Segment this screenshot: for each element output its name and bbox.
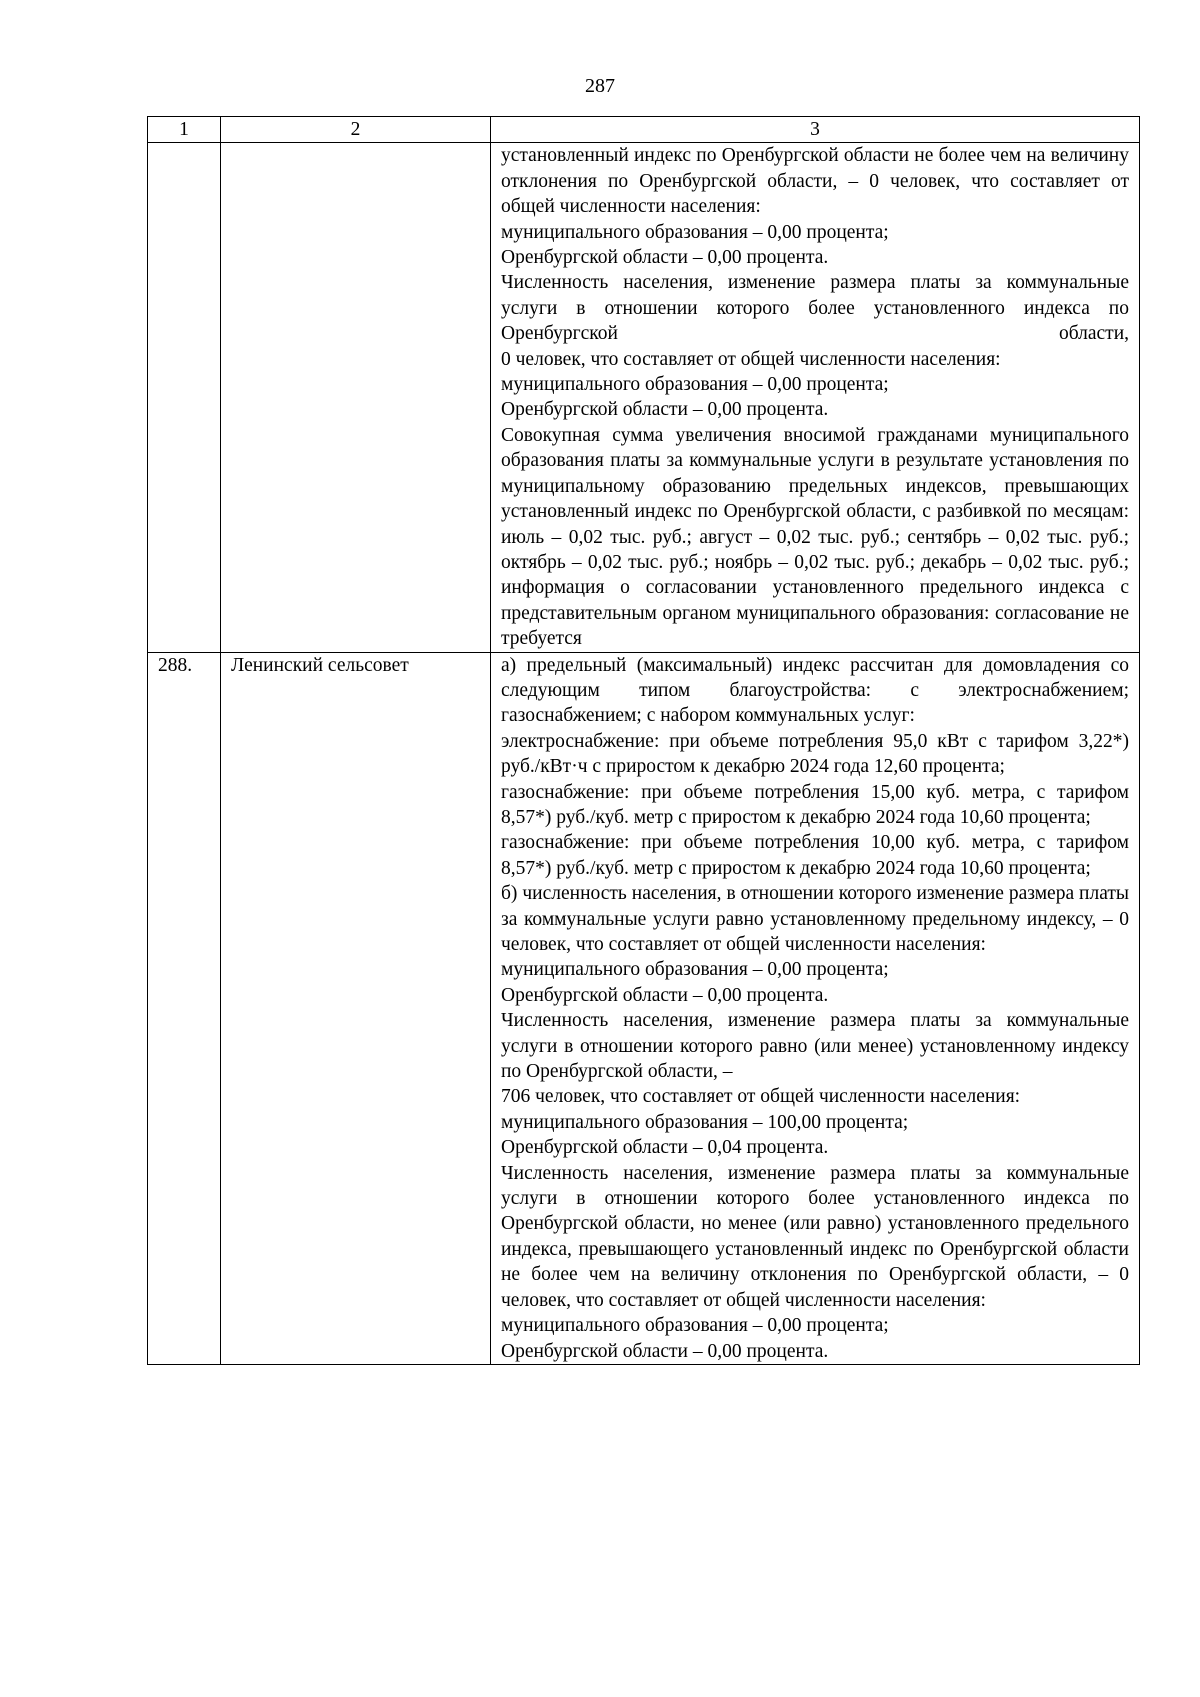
- paragraph: Оренбургской области – 0,00 процента.: [501, 1340, 829, 1362]
- paragraph: информация о согласовании установленного предельного индекса с представительным органом муниципального образования: согласование не требуется: [501, 577, 1129, 650]
- paragraph: Численность населения, изменение размера платы за коммунальные услуги в отношении которого равно (или менее) установленному индексу по Оренбургской области, –: [501, 1010, 1129, 1083]
- document-table: [147, 116, 1140, 1365]
- paragraph: 0 человек, что составляет от общей численности населения:: [501, 348, 1001, 370]
- table-row: [148, 652, 1140, 1364]
- paragraph: Численность населения, изменение размера платы за коммунальные услуги в отношении которого более установленного индекса по Оренбургской области,: [501, 272, 1129, 345]
- table-header-row: [148, 117, 1140, 143]
- municipality-name-cell: Ленинский сельсовет: [221, 652, 491, 1364]
- paragraph: 706 человек, что составляет от общей численности населения:: [501, 1086, 1021, 1108]
- paragraph: муниципального образования – 0,00 процента;: [501, 959, 889, 981]
- paragraph: муниципального образования – 0,00 процента;: [501, 374, 889, 396]
- paragraph: газоснабжение: при объеме потребления 10,00 куб. метра, с тарифом 8,57*) руб./куб. метр с приростом к декабрю 2024 года 10,60 процента;: [501, 832, 1129, 879]
- paragraph: Численность населения, изменение размера платы за коммунальные услуги в отношении которого более установленного индекса по Оренбургской области, но менее (или равно) установленного предельного индекса, превышающего установленный индекс по Оренбургской области не более чем на величину отклонения по Оренбургской области, – 0 человек, что составляет от общей численности населения:: [501, 1162, 1129, 1311]
- municipality-name-cell: [221, 143, 491, 652]
- paragraph: Оренбургской области – 0,04 процента.: [501, 1137, 829, 1159]
- column-header-2: 2: [221, 117, 491, 143]
- paragraph: муниципального образования – 0,00 процента;: [501, 1315, 889, 1337]
- paragraph: электроснабжение: при объеме потребления 95,0 кВт с тарифом 3,22*) руб./кВт·ч с приростом к декабрю 2024 года 12,60 процента;: [501, 730, 1129, 778]
- row-number-cell: 288.: [148, 652, 221, 1364]
- paragraph: установленный индекс по Оренбургской области не более чем на величину отклонения по Оренбургской области, – 0 человек, что составляет от общей численности населения:: [501, 145, 1129, 218]
- column-header-1: 1: [148, 117, 221, 143]
- paragraph: Оренбургской области – 0,00 процента.: [501, 247, 829, 269]
- table-row: [148, 143, 1140, 652]
- column-header-3: 3: [491, 117, 1140, 143]
- paragraph: Оренбургской области – 0,00 процента.: [501, 399, 829, 421]
- paragraph: муниципального образования – 100,00 процента;: [501, 1111, 909, 1133]
- paragraph: а) предельный (максимальный) индекс рассчитан для домовладения со следующим типом благоустройства: с электроснабжением; газоснабжением; с набором коммунальных услуг:: [501, 654, 1129, 727]
- paragraph: б) численность населения, в отношении которого изменение размера платы за коммунальные услуги равно установленному предельному индексу, – 0 человек, что составляет от общей численности населения:: [501, 883, 1129, 955]
- row-number-cell: [148, 143, 221, 652]
- paragraph: Совокупная сумма увеличения вносимой гражданами муниципального образования платы за коммунальные услуги в результате установления по муниципальному образованию предельных индексов, превышающих установленный индекс по Оренбургской области, с разбивкой по месяцам: июль – 0,02 тыс. руб.; август – 0,02 тыс. руб.; сентябрь – 0,02 тыс. руб.; октябрь – 0,02 тыс. руб.; ноябрь – 0,02 тыс. руб.; декабрь – 0,02 тыс. руб.;: [501, 424, 1129, 573]
- description-cell: [491, 143, 1140, 652]
- page-number: 287: [585, 75, 615, 97]
- paragraph: газоснабжение: при объеме потребления 15,00 куб. метра, с тарифом 8,57*) руб./куб. метр с приростом к декабрю 2024 года 10,60 процента;: [501, 781, 1129, 828]
- paragraph: муниципального образования – 0,00 процента;: [501, 221, 889, 243]
- description-cell: [491, 652, 1140, 1364]
- paragraph: Оренбургской области – 0,00 процента.: [501, 984, 829, 1006]
